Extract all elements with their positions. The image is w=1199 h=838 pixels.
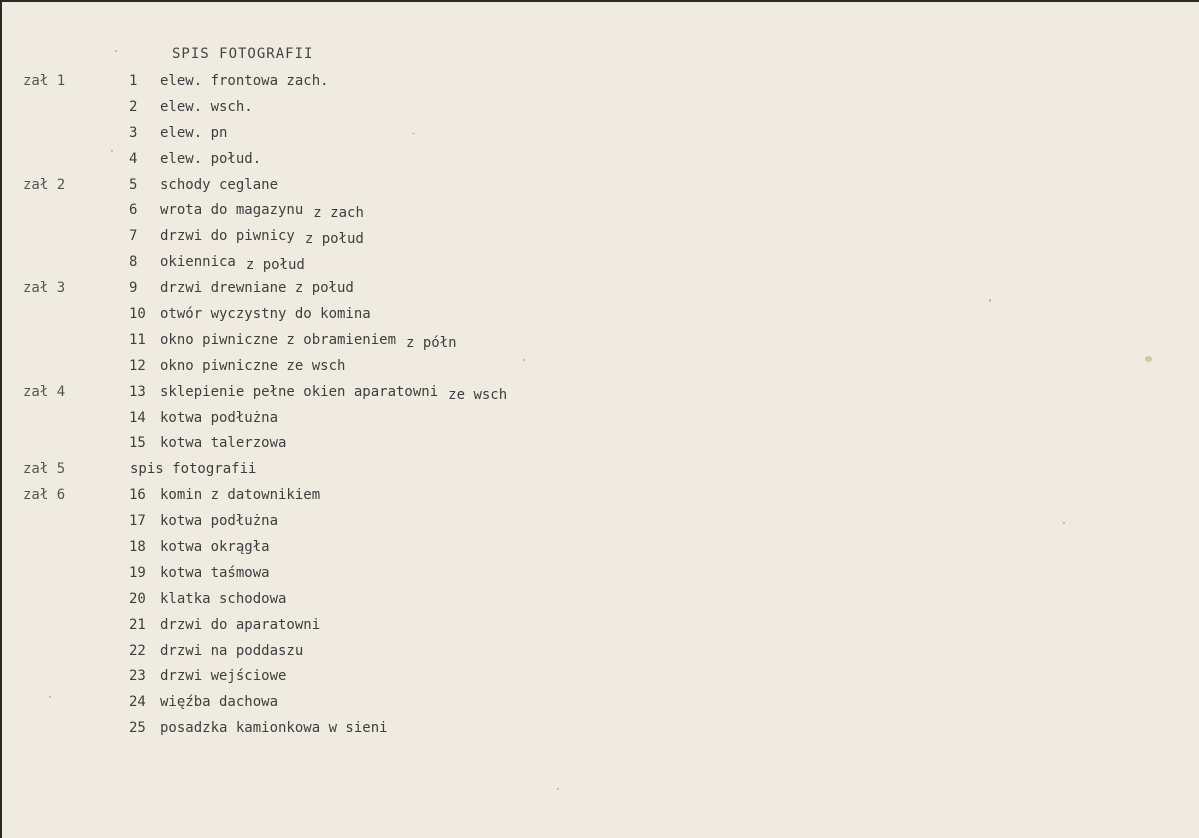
photo-description xyxy=(160,354,345,380)
photo-number: 4 xyxy=(129,150,138,167)
photo-number: 8 xyxy=(129,254,138,271)
photo-description-text: elew. połud. xyxy=(160,150,262,167)
photo-number: 18 xyxy=(129,539,146,556)
page-title: SPIS FOTOGRAFII xyxy=(172,46,314,62)
paper-speck xyxy=(412,133,415,134)
photo-description-text: kotwa okrągła xyxy=(160,539,270,556)
photo-description-text: kotwa podłużna xyxy=(160,513,279,530)
attachment-label: zał 3 xyxy=(23,280,66,297)
photo-number: 6 xyxy=(129,202,138,219)
photo-description-text: więźba dachowa xyxy=(160,694,279,711)
photo-description-text: kotwa podłużna xyxy=(160,409,279,426)
list-item xyxy=(2,483,762,509)
list-item xyxy=(2,664,762,690)
list-item xyxy=(2,613,762,639)
list-item xyxy=(2,561,762,587)
photo-description xyxy=(160,302,371,328)
photo-number: 24 xyxy=(129,694,146,711)
direction-note: z półn xyxy=(406,334,457,351)
attachment-label: zał 1 xyxy=(23,73,66,89)
photo-description xyxy=(160,224,364,250)
photo-number: 25 xyxy=(129,720,146,737)
photo-description xyxy=(160,380,507,406)
list-item xyxy=(2,354,762,380)
photo-description-text: spis fotografii xyxy=(130,461,257,478)
photo-description xyxy=(160,121,227,147)
list-item xyxy=(2,690,762,716)
photo-number: 1 xyxy=(129,73,138,89)
list-item xyxy=(2,716,762,742)
photo-number: 17 xyxy=(129,513,146,530)
attachment-label: zał 5 xyxy=(23,461,66,478)
list-item xyxy=(2,535,762,561)
photo-description xyxy=(160,198,364,224)
paper-speck xyxy=(557,788,559,790)
list-item xyxy=(2,587,762,613)
list-item xyxy=(2,509,762,535)
photo-description-text: drzwi na poddaszu xyxy=(160,642,304,659)
paper-speck xyxy=(115,50,117,52)
list-item xyxy=(2,173,762,199)
photo-number: 16 xyxy=(129,487,146,504)
list-item xyxy=(2,457,762,483)
photo-description-text: kotwa talerzowa xyxy=(160,435,287,452)
list-item xyxy=(2,431,762,457)
photo-description xyxy=(160,276,354,302)
attachment-label: zał 6 xyxy=(23,487,66,504)
photo-description-text: drzwi do piwnicy xyxy=(160,228,295,245)
photo-description xyxy=(160,716,388,742)
photo-description-text: schody ceglane xyxy=(160,176,279,193)
list-item xyxy=(2,95,762,121)
direction-note: z połud xyxy=(245,257,305,274)
photo-description xyxy=(160,561,270,587)
direction-note: ze wsch xyxy=(448,386,508,403)
photo-description-text: klatka schodowa xyxy=(160,590,287,607)
photo-description-text: okno piwniczne z obramieniem xyxy=(160,331,397,348)
list-item xyxy=(2,276,762,302)
photo-number: 12 xyxy=(129,357,146,374)
photo-number: 21 xyxy=(129,616,146,633)
paper-speck xyxy=(1145,356,1152,362)
photo-description-text: wrota do magazynu xyxy=(160,202,304,219)
photo-number: 7 xyxy=(129,228,138,245)
photo-description xyxy=(160,613,320,639)
list-item xyxy=(2,328,762,354)
photo-number: 15 xyxy=(129,435,146,452)
direction-note: z zach xyxy=(313,205,364,222)
photo-description-text: drzwi do aparatowni xyxy=(160,616,321,633)
list-item xyxy=(2,380,762,406)
attachment-label: zał 4 xyxy=(23,383,66,400)
photo-description xyxy=(160,147,261,173)
list-item xyxy=(2,198,762,224)
list-item xyxy=(2,302,762,328)
photo-description-text: posadzka kamionkowa w sieni xyxy=(160,720,388,737)
photo-description-text: okiennica xyxy=(160,254,236,271)
photo-number: 5 xyxy=(129,176,138,193)
photo-description-text: okno piwniczne ze wsch xyxy=(160,357,346,374)
attachment-label: zał 2 xyxy=(23,176,66,193)
photo-description-text: drzwi wejściowe xyxy=(160,668,287,685)
photo-number: 11 xyxy=(129,331,146,348)
photo-description xyxy=(160,639,303,665)
photo-description xyxy=(160,690,278,716)
photo-description-text: sklepienie pełne okien aparatowni xyxy=(160,383,439,400)
photo-description xyxy=(130,457,256,483)
list-item xyxy=(2,69,762,95)
paper-speck xyxy=(111,150,113,152)
photo-number: 14 xyxy=(129,409,146,426)
paper-speck xyxy=(49,696,51,698)
list-item xyxy=(2,250,762,276)
photo-description-text: elew. frontowa zach. xyxy=(160,73,329,89)
direction-note: z połud xyxy=(304,231,364,248)
photo-description-text: elew. wsch. xyxy=(160,98,253,115)
photo-number: 19 xyxy=(129,564,146,581)
photo-description xyxy=(160,69,329,95)
list-item xyxy=(2,121,762,147)
paper-speck xyxy=(523,359,525,361)
photo-description xyxy=(160,509,278,535)
photo-description xyxy=(160,483,320,509)
photo-description xyxy=(160,587,286,613)
photo-number: 23 xyxy=(129,668,146,685)
photo-description xyxy=(160,664,286,690)
photo-number: 10 xyxy=(129,306,146,323)
photo-number: 2 xyxy=(129,98,138,115)
photo-description-text: komin z datownikiem xyxy=(160,487,321,504)
list-item xyxy=(2,147,762,173)
photo-description-text: elew. pn xyxy=(160,124,228,141)
photo-number: 9 xyxy=(129,280,138,297)
photo-description xyxy=(160,173,278,199)
list-item xyxy=(2,639,762,665)
photo-description-text: otwór wyczystny do komina xyxy=(160,306,371,323)
photo-description xyxy=(160,535,270,561)
photo-description xyxy=(160,328,457,354)
photo-description xyxy=(160,431,286,457)
list-item xyxy=(2,224,762,250)
photo-number: 20 xyxy=(129,590,146,607)
photo-number: 22 xyxy=(129,642,146,659)
photo-description-text: drzwi drewniane z połud xyxy=(160,280,354,297)
paper-speck xyxy=(1063,522,1065,524)
photo-description xyxy=(160,95,253,121)
photo-number: 3 xyxy=(129,124,138,141)
photo-number: 13 xyxy=(129,383,146,400)
photo-description xyxy=(160,406,278,432)
list-item xyxy=(2,406,762,432)
photo-list xyxy=(2,69,762,742)
photo-description-text: kotwa taśmowa xyxy=(160,564,270,581)
paper-speck xyxy=(989,299,991,302)
photo-description xyxy=(160,250,305,276)
